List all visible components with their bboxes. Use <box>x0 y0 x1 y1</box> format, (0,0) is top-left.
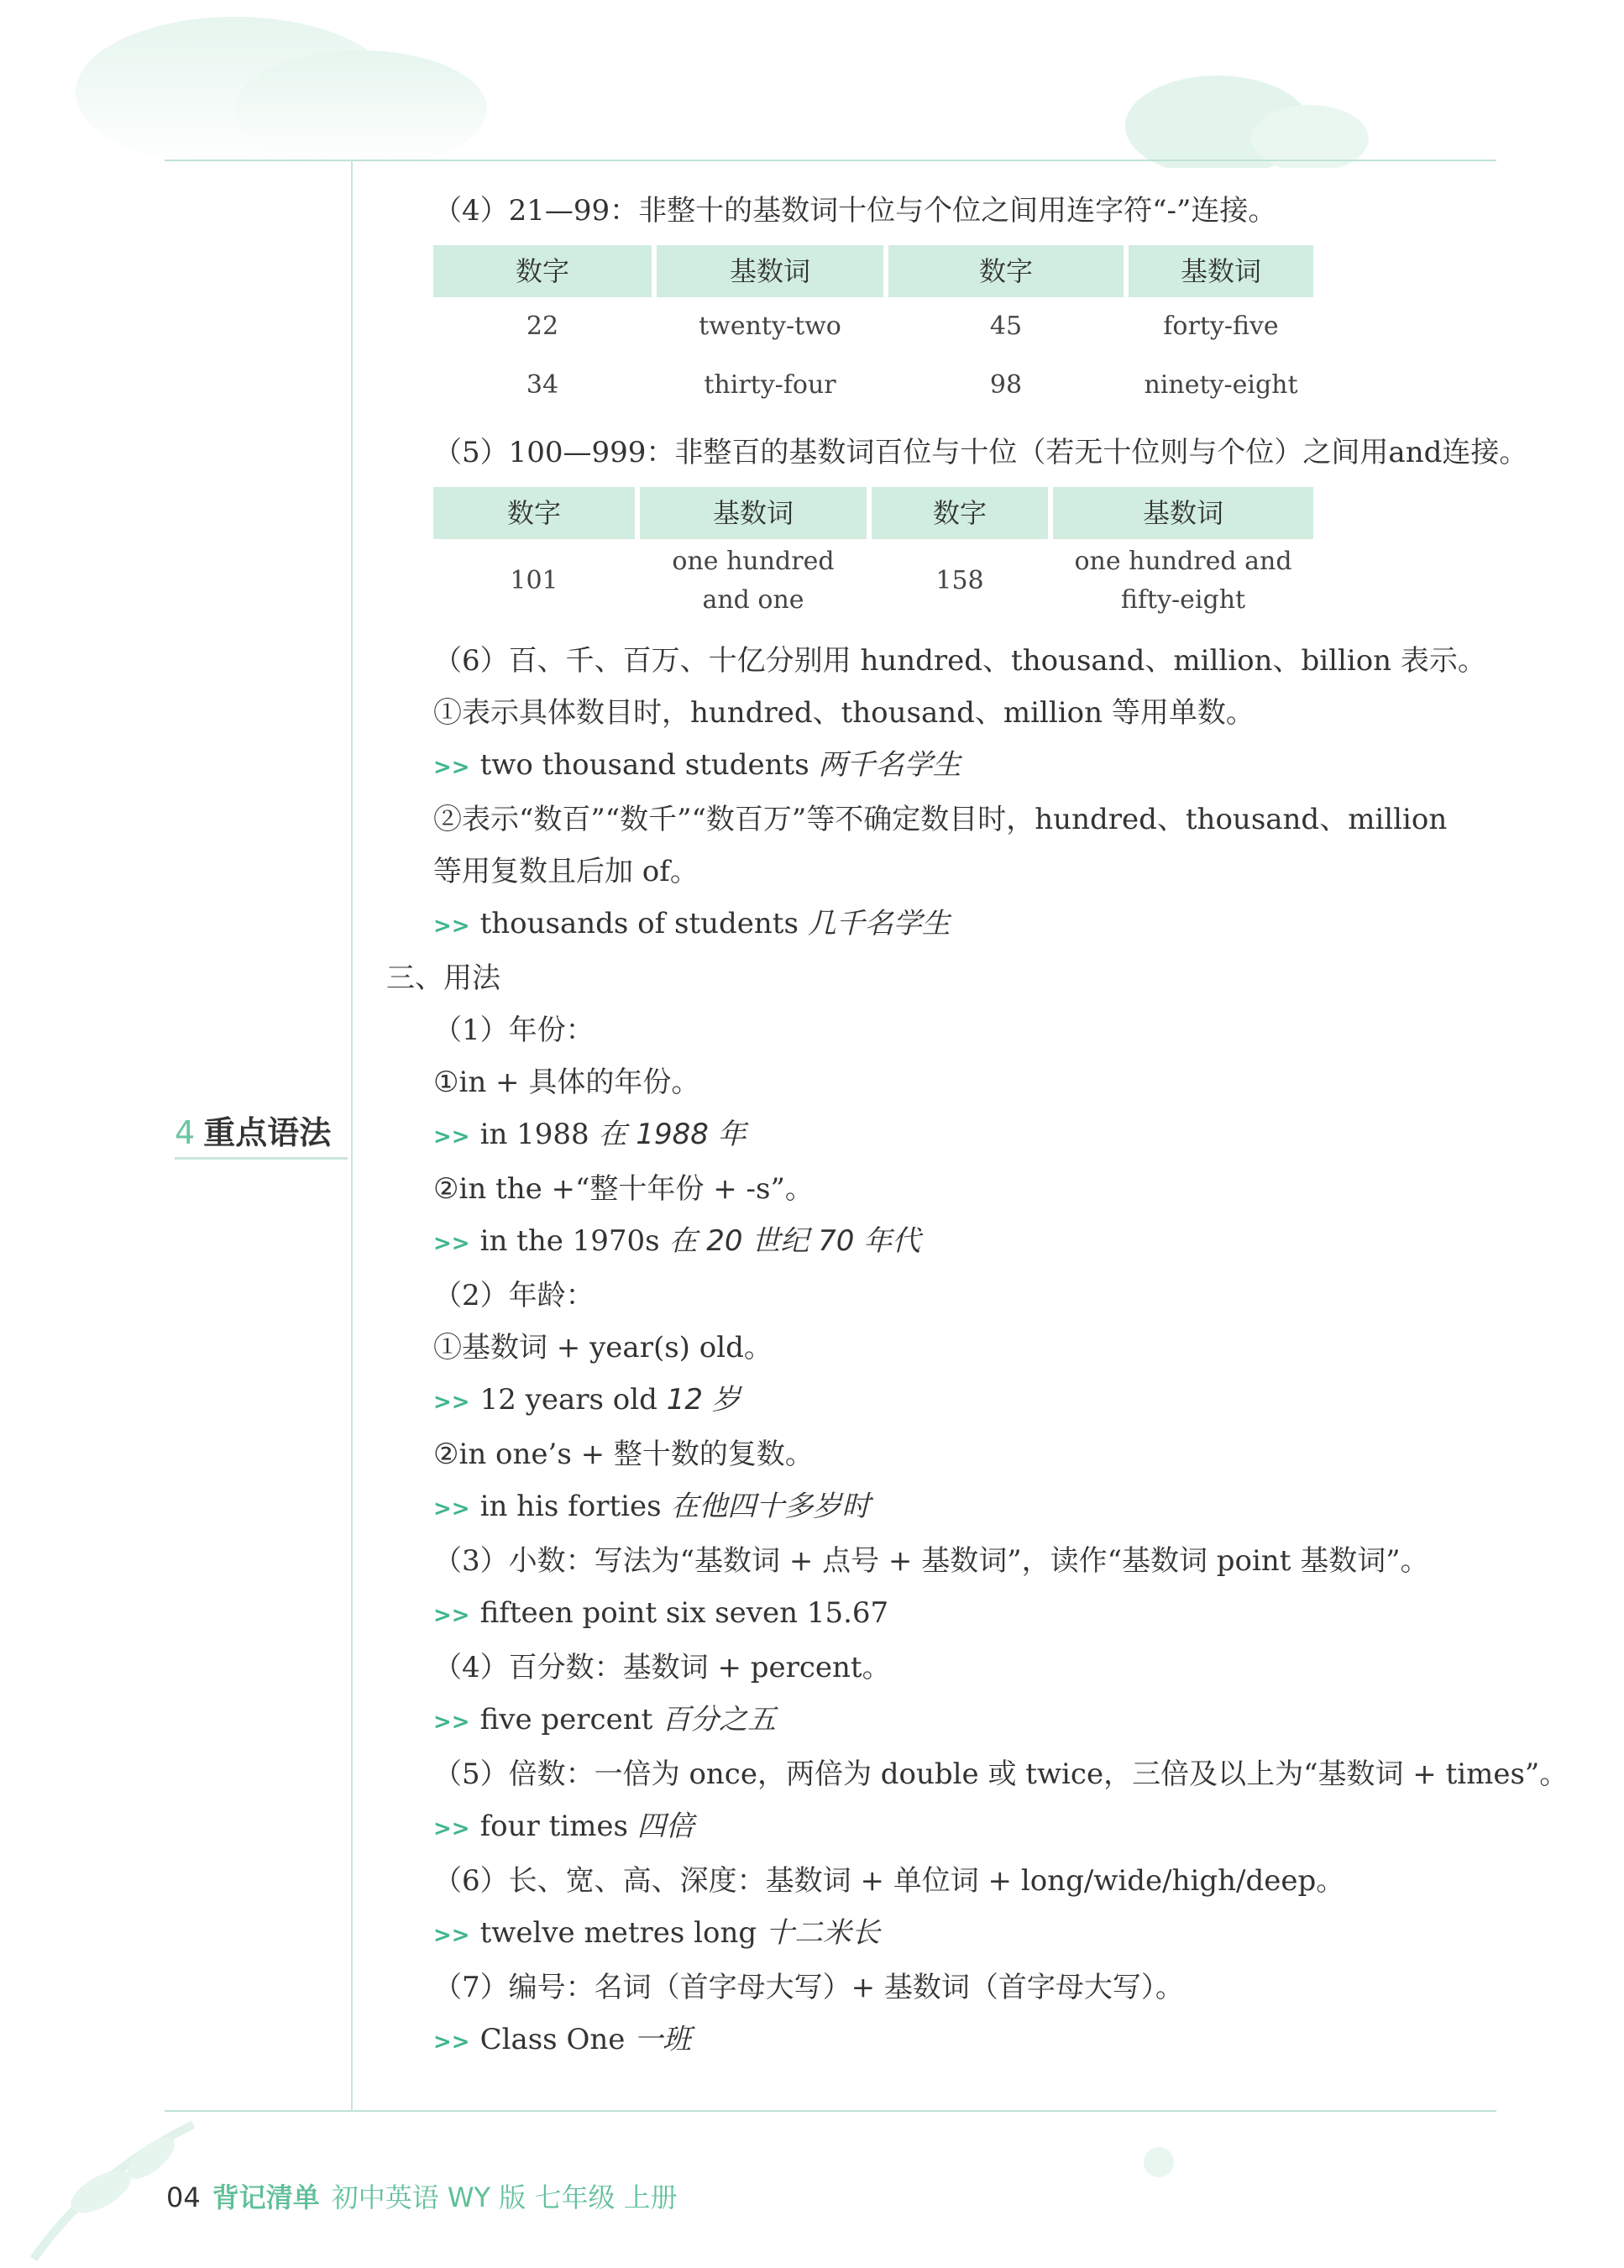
table-cell: 98 <box>989 370 1023 400</box>
example-translation: 在 1988 年 <box>598 1118 747 1151</box>
example-text: two thousand students <box>479 748 809 782</box>
example-translation: 12 岁 <box>666 1383 741 1417</box>
example-arrow-icon: >> <box>433 2030 470 2055</box>
table-header: 基数词 <box>1129 245 1313 297</box>
table-header: 基数词 <box>1053 487 1313 539</box>
section-underline <box>175 1157 348 1160</box>
example-text: four times <box>479 1810 628 1843</box>
example-text: thousands of students <box>479 907 799 940</box>
content <box>386 185 1569 2068</box>
example <box>386 1907 1495 1962</box>
table-header: 数字 <box>433 245 652 297</box>
example-arrow-icon: >> <box>433 1390 470 1415</box>
table-row <box>433 297 1313 356</box>
table-cell: 101 <box>510 566 558 595</box>
rule-6: （6）百、千、百万、十亿分别用 hundred、thousand、million、billion 表示。 <box>433 644 1486 678</box>
table-header: 数字 <box>433 487 635 539</box>
example-text: five percent <box>479 1703 653 1736</box>
example-translation: 四倍 <box>637 1810 694 1843</box>
margin-rule <box>351 160 353 2112</box>
rule-5: （5）100—999：非整百的基数词百位与十位（若无十位则与个位）之间用and连接。 <box>433 436 1528 469</box>
table-cell: 34 <box>526 370 559 400</box>
usage-3: （3）小数：写法为“基数词 + 点号 + 基数词”，读作“基数词 point 基数词”。 <box>433 1544 1429 1578</box>
cell-line: one hundred <box>672 547 835 576</box>
page-number: 04 <box>166 2182 201 2213</box>
table-header: 数字 <box>888 245 1124 297</box>
table-cell <box>640 539 867 623</box>
usage-6: （6）长、宽、高、深度：基数词 + 单位词 + long/wide/high/deep。 <box>433 1864 1345 1898</box>
example-text: in his forties <box>479 1490 662 1523</box>
table-two-digit <box>428 245 1318 415</box>
table-header: 数字 <box>872 487 1048 539</box>
table-header: 基数词 <box>657 245 883 297</box>
cloud-decoration <box>0 0 1624 168</box>
example-text: in 1988 <box>479 1118 589 1151</box>
heading-usage: 三、用法 <box>386 961 500 995</box>
usage-1b: ②in the +“整十年份 + -s”。 <box>433 1172 814 1206</box>
book-title: 背记清单 <box>212 2182 320 2213</box>
example-arrow-icon: >> <box>433 1816 470 1841</box>
example <box>386 1694 1495 1748</box>
example-translation: 两千名学生 <box>818 748 961 782</box>
example-text: twelve metres long <box>479 1916 757 1950</box>
table-row <box>433 539 1313 623</box>
example-text: fifteen point six seven 15.67 <box>479 1596 889 1630</box>
example-text: 12 years old <box>479 1383 657 1417</box>
usage-5: （5）倍数：一倍为 once，两倍为 double 或 twice，三倍及以上为“基数词 + times”。 <box>433 1757 1569 1791</box>
table-header: 基数词 <box>640 487 867 539</box>
bottom-rule <box>165 2110 1496 2112</box>
example-arrow-icon: >> <box>433 755 470 780</box>
rule-6a: ①表示具体数目时，hundred、thousand、million 等用单数。 <box>433 696 1255 730</box>
example-text: Class One <box>479 2023 626 2056</box>
example <box>386 1108 1495 1163</box>
table-cell: forty-five <box>1163 312 1279 341</box>
table-cell: 45 <box>989 312 1023 341</box>
example-translation: 百分之五 <box>662 1703 777 1736</box>
table-header-row <box>433 487 1313 539</box>
table-cell: 158 <box>935 566 984 595</box>
usage-7: （7）编号：名词（首字母大写）+ 基数词（首字母大写）。 <box>433 1971 1184 2004</box>
example-translation: 几千名学生 <box>807 907 951 940</box>
example <box>386 739 1495 794</box>
cell-line: one hundred and <box>1074 547 1292 576</box>
page-footer <box>166 2176 678 2215</box>
example-arrow-icon: >> <box>433 1710 470 1735</box>
usage-4: （4）百分数：基数词 + percent。 <box>433 1651 891 1684</box>
cell-line: fifty-eight <box>1120 585 1246 615</box>
example <box>386 1215 1495 1270</box>
table-cell: 22 <box>526 312 559 341</box>
section-title: 重点语法 <box>203 1114 332 1151</box>
table-cell: twenty-two <box>699 312 841 341</box>
example <box>386 1480 1495 1535</box>
usage-1: （1）年份： <box>433 1014 595 1047</box>
rule-6b-cont: 等用复数且后加 of。 <box>433 855 699 888</box>
example <box>386 2014 1495 2068</box>
section-label <box>175 1107 331 1153</box>
example-arrow-icon: >> <box>433 1124 470 1150</box>
section-number: 4 <box>175 1114 196 1151</box>
example-arrow-icon: >> <box>433 1231 470 1256</box>
rule-4: （4）21—99：非整十的基数词十位与个位之间用连字符“-”连接。 <box>433 194 1277 228</box>
table-row <box>433 356 1313 415</box>
rule-6b: ②表示“数百”“数千”“数百万”等不确定数目时，hundred、thousand、million <box>433 803 1448 836</box>
usage-2: （2）年龄： <box>433 1279 595 1312</box>
table-three-digit <box>428 487 1318 623</box>
example <box>386 1374 1495 1428</box>
example-translation: 在他四十多岁时 <box>670 1490 871 1523</box>
book-subtitle: 初中英语 WY 版 七年级 上册 <box>331 2182 678 2213</box>
usage-2b: ②in one’s + 整十数的复数。 <box>433 1438 814 1471</box>
cell-line: and one <box>702 585 804 615</box>
example <box>386 898 1495 952</box>
example-arrow-icon: >> <box>433 914 470 939</box>
table-cell <box>1053 539 1313 623</box>
top-rule <box>165 160 1496 161</box>
example-translation: 十二米长 <box>765 1916 880 1950</box>
table-header-row <box>433 245 1313 297</box>
table-cell: ninety-eight <box>1144 370 1298 400</box>
usage-1a: ①in + 具体的年份。 <box>433 1066 700 1099</box>
example-arrow-icon: >> <box>433 1603 470 1628</box>
example-arrow-icon: >> <box>433 1496 470 1522</box>
example-text: in the 1970s <box>479 1224 660 1258</box>
example-translation: 一班 <box>634 2023 692 2056</box>
table-cell: thirty-four <box>704 370 836 400</box>
usage-2a: ①基数词 + year(s) old。 <box>433 1331 773 1364</box>
example <box>386 1800 1495 1855</box>
example <box>386 1587 1495 1642</box>
example-arrow-icon: >> <box>433 1923 470 1948</box>
example-translation: 在 20 世纪 70 年代 <box>668 1224 921 1258</box>
